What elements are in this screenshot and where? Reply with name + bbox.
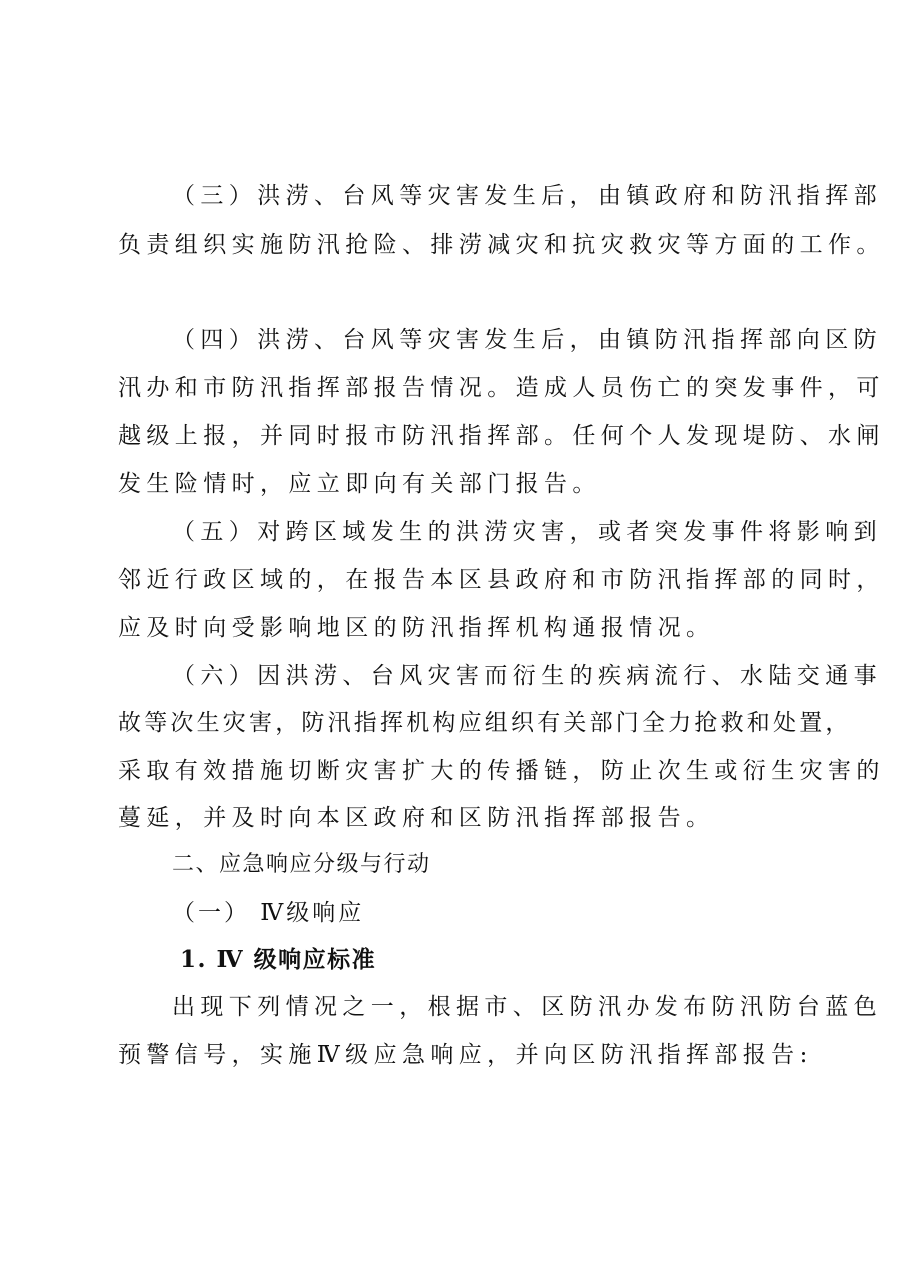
paragraph-4-line-2: 汛办和市防汛指挥部报告情况。造成人员伤亡的突发事件，可 xyxy=(118,375,885,401)
paragraph-4-line-4: 发生险情时，应立即向有关部门报告。 xyxy=(118,471,601,497)
paragraph-5-line-1: （五）对跨区域发生的洪涝灾害，或者突发事件将影响到 xyxy=(172,519,882,545)
criteria-paragraph-line-1: 出现下列情况之一，根据市、区防汛办发布防汛防台蓝色 xyxy=(172,994,882,1020)
section-heading: 二、应急响应分级与行动 xyxy=(172,852,431,877)
subsection-heading: （一） Ⅳ级响应 xyxy=(172,900,365,926)
paragraph-3-line-1: （三）洪涝、台风等灾害发生后，由镇政府和防汛指挥部 xyxy=(172,183,882,209)
paragraph-5-line-3: 应及时向受影响地区的防汛指挥机构通报情况。 xyxy=(118,615,715,641)
criteria-heading: 1. Ⅳ 级响应标准 xyxy=(180,946,377,973)
paragraph-4-line-3: 越级上报，并同时报市防汛指挥部。任何个人发现堤防、水闸 xyxy=(118,423,885,449)
paragraph-6-line-1: （六）因洪涝、台风灾害而衍生的疾病流行、水陆交通事 xyxy=(172,663,882,689)
paragraph-6-line-3: 采取有效措施切断灾害扩大的传播链，防止次生或衍生灾害的 xyxy=(118,758,885,784)
criteria-paragraph-line-2: 预警信号，实施Ⅳ级应急响应，并向区防汛指挥部报告: xyxy=(118,1042,813,1068)
paragraph-3-line-2: 负责组织实施防汛抢险、排涝减灾和抗灾救灾等方面的工作。 xyxy=(118,232,885,258)
paragraph-6-line-2: 故等次生灾害，防汛指挥机构应组织有关部门全力抢救和处置， xyxy=(118,710,852,736)
paragraph-5-line-2: 邻近行政区域的，在报告本区县政府和市防汛指挥部的同时， xyxy=(118,567,885,593)
paragraph-6-line-4: 蔓延，并及时向本区政府和区防汛指挥部报告。 xyxy=(118,805,715,831)
paragraph-4-line-1: （四）洪涝、台风等灾害发生后，由镇防汛指挥部向区防 xyxy=(172,327,882,353)
